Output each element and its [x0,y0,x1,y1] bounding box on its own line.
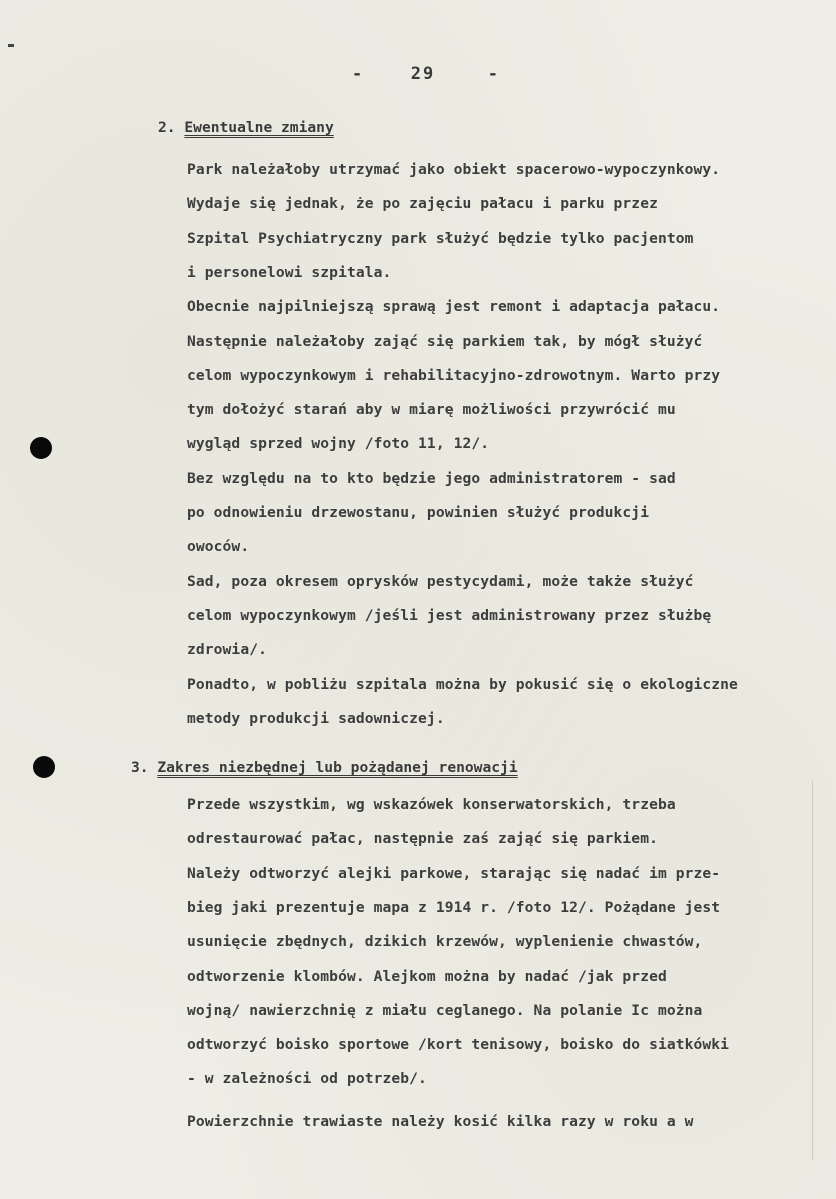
text-line: owoców. [187,538,250,556]
text-line: wojną/ nawierzchnię z miału ceglanego. Na polanie Ic można [187,1001,703,1019]
text-line: odrestaurować pałac, następnie zaś zająć się parkiem. [187,830,658,848]
margin-fold-line [812,780,813,1160]
section-3-title: Zakres niezbędnej lub pożądanej renowacji [157,759,518,776]
text-line: celom wypoczynkowym i rehabilitacyjno-zdrowotnym. Warto przy [187,366,721,384]
text-line: Przede wszystkim, wg wskazówek konserwatorskich, trzeba [187,796,676,813]
text-line: Ponadto, w pobliżu szpitala można by pokusić się o ekologiczne [187,675,738,693]
text-line: Wydaje się jednak, że po zajęciu pałacu i parku przez [187,195,658,213]
text-line: Obecnie najpilniejszą sprawą jest remont i adaptacja pałacu. [187,298,721,316]
text-line: i personelowi szpitala. [187,263,392,281]
text-line: odtworzenie klombów. Alejkom można by nadać /jak przed [187,967,667,985]
punch-hole-bottom [33,756,55,778]
page-number [352,64,500,84]
text-line: zdrowia/. [187,641,267,659]
section-3-heading [131,759,518,776]
text-line: wygląd sprzed wojny /foto 11, 12/. [187,435,490,453]
section-3-number: 3. [131,759,149,776]
text-line: tym dołożyć starań aby w miarę możliwości przywrócić mu [187,401,676,419]
text-line: metody produkcji sadowniczej. [187,709,445,727]
punch-hole-top [30,437,52,459]
text-line: usunięcie zbędnych, dzikich krzewów, wyplenienie chwastów, [187,933,703,951]
page-number-dash-right: - [487,64,500,84]
page-number-value: 29 [410,64,436,84]
text-line: Następnie należałoby zająć się parkiem tak, by mógł służyć [187,332,703,350]
text-line: Park należałoby utrzymać jako obiekt spacerowo-wypoczynkowy. [187,161,721,178]
text-line: Szpital Psychiatryczny park służyć będzie tylko pacjentom [187,229,694,247]
text-line: - w zależności od potrzeb/. [187,1070,427,1088]
text-line: Powierzchnie trawiaste należy kosić kilka razy w roku a w [187,1112,694,1130]
section-2-number: 2. [158,119,176,136]
text-line: Należy odtworzyć alejki parkowe, starając się nadać im prze- [187,864,721,882]
page-number-dash-left: - [352,64,365,84]
text-line: Sad, poza okresem oprysków pestycydami, może także służyć [187,572,694,590]
text-line: bieg jaki prezentuje mapa z 1914 r. /foto 12/. Pożądane jest [187,898,721,916]
text-line: celom wypoczynkowym /jeśli jest administrowany przez służbę [187,606,712,624]
corner-mark [8,44,14,47]
text-line: odtworzyć boisko sportowe /kort tenisowy, boisko do siatkówki [187,1036,730,1054]
text-line: Bez względu na to kto będzie jego administratorem - sad [187,469,676,487]
section-2-heading [158,119,334,136]
text-line: po odnowieniu drzewostanu, powinien służyć produkcji [187,504,650,521]
section-2-title: Ewentualne zmiany [184,119,334,136]
